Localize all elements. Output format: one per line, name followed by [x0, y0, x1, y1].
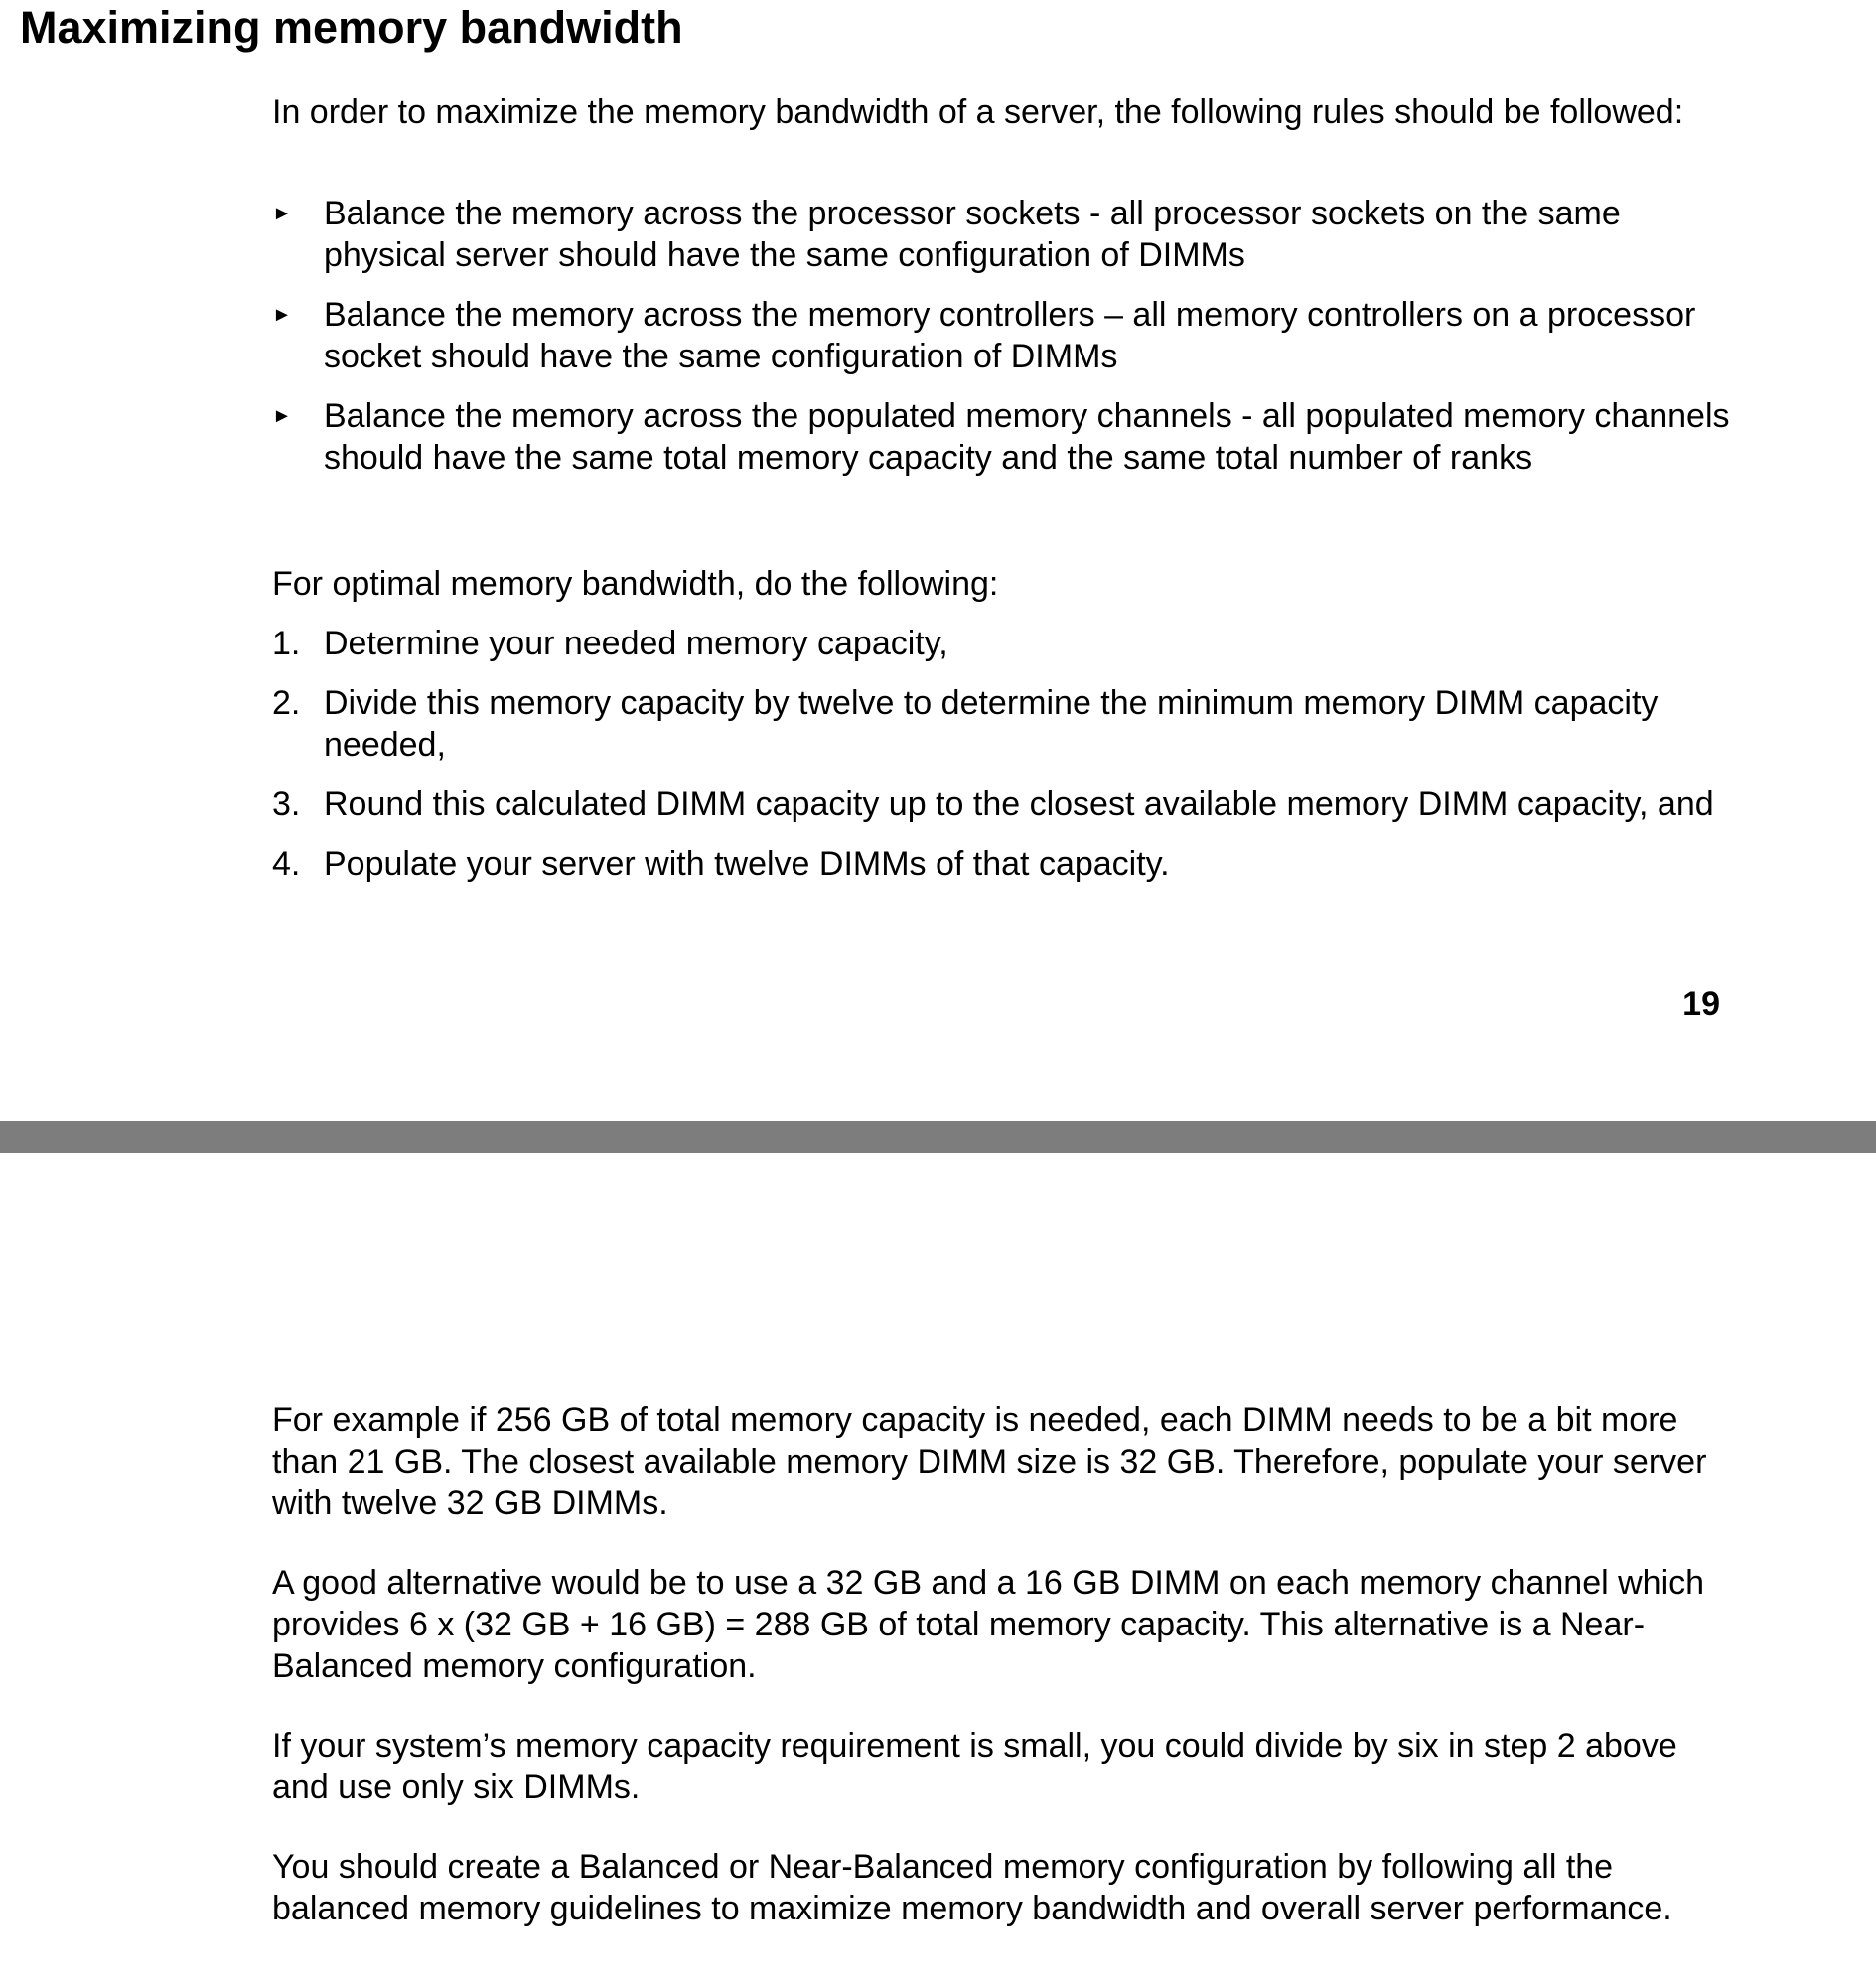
alternative-paragraph: A good alternative would be to use a 32 GB and a 16 GB DIMM on each memory channel which provides 6 x (32 GB + 16 GB) = 288 GB of total memory capacity. This alternative is a Near-Balanced memory configuration.: [272, 1564, 1705, 1685]
bullet-text: Balance the memory across the memory controllers – all memory controllers on a processor socket should have the same configuration of DIMMs: [324, 296, 1696, 375]
triangle-bullet-icon: ►: [272, 203, 292, 224]
conclusion-paragraph: You should create a Balanced or Near-Balanced memory configuration by following all the balanced memory guidelines to maximize memory bandwidth and overall server performance.: [272, 1848, 1672, 1927]
small-system-paragraph: If your system’s memory capacity requirement is small, you could divide by six in step 2 above and use only six DIMMs.: [272, 1727, 1677, 1806]
page-number: 19: [1682, 985, 1720, 1023]
step-text: Populate your server with twelve DIMMs of that capacity.: [324, 845, 1170, 883]
bullet-item: [272, 294, 1742, 377]
step-number: 1.: [272, 625, 301, 662]
step-item: [272, 682, 1742, 766]
step-item: [272, 843, 1742, 885]
steps-intro-paragraph: For optimal memory bandwidth, do the following:: [272, 565, 999, 603]
triangle-bullet-icon: ►: [272, 304, 292, 326]
step-text: Determine your needed memory capacity,: [324, 625, 948, 662]
step-number: 2.: [272, 684, 301, 722]
step-text: Round this calculated DIMM capacity up to the closest available memory DIMM capacity, and: [324, 785, 1714, 823]
page-20: [0, 1153, 1876, 1986]
section-heading: Maximizing memory bandwidth: [20, 2, 683, 53]
bullet-text: Balance the memory across the populated memory channels - all populated memory channels should have the same total memory capacity and the same total number of ranks: [324, 397, 1730, 477]
bullet-text: Balance the memory across the processor sockets - all processor sockets on the same physical server should have the same configuration of DIMMs: [324, 195, 1621, 274]
step-number: 4.: [272, 845, 301, 883]
example-paragraph: For example if 256 GB of total memory capacity is needed, each DIMM needs to be a bit more than 21 GB. The closest available memory DIMM size is 32 GB. Therefore, populate your server with twelve 32 GB DIMMs.: [272, 1401, 1707, 1522]
step-item: [272, 623, 1742, 664]
bullet-item: [272, 395, 1742, 479]
intro-paragraph: In order to maximize the memory bandwidth of a server, the following rules should be followed:: [272, 93, 1684, 131]
rules-bullet-list: [272, 193, 1742, 496]
step-item: [272, 783, 1742, 825]
steps-numbered-list: [272, 623, 1742, 903]
triangle-bullet-icon: ►: [272, 405, 292, 427]
bullet-item: [272, 193, 1742, 276]
step-number: 3.: [272, 785, 301, 823]
step-text: Divide this memory capacity by twelve to determine the minimum memory DIMM capacity needed,: [324, 684, 1659, 764]
page-separator: [0, 1121, 1876, 1153]
